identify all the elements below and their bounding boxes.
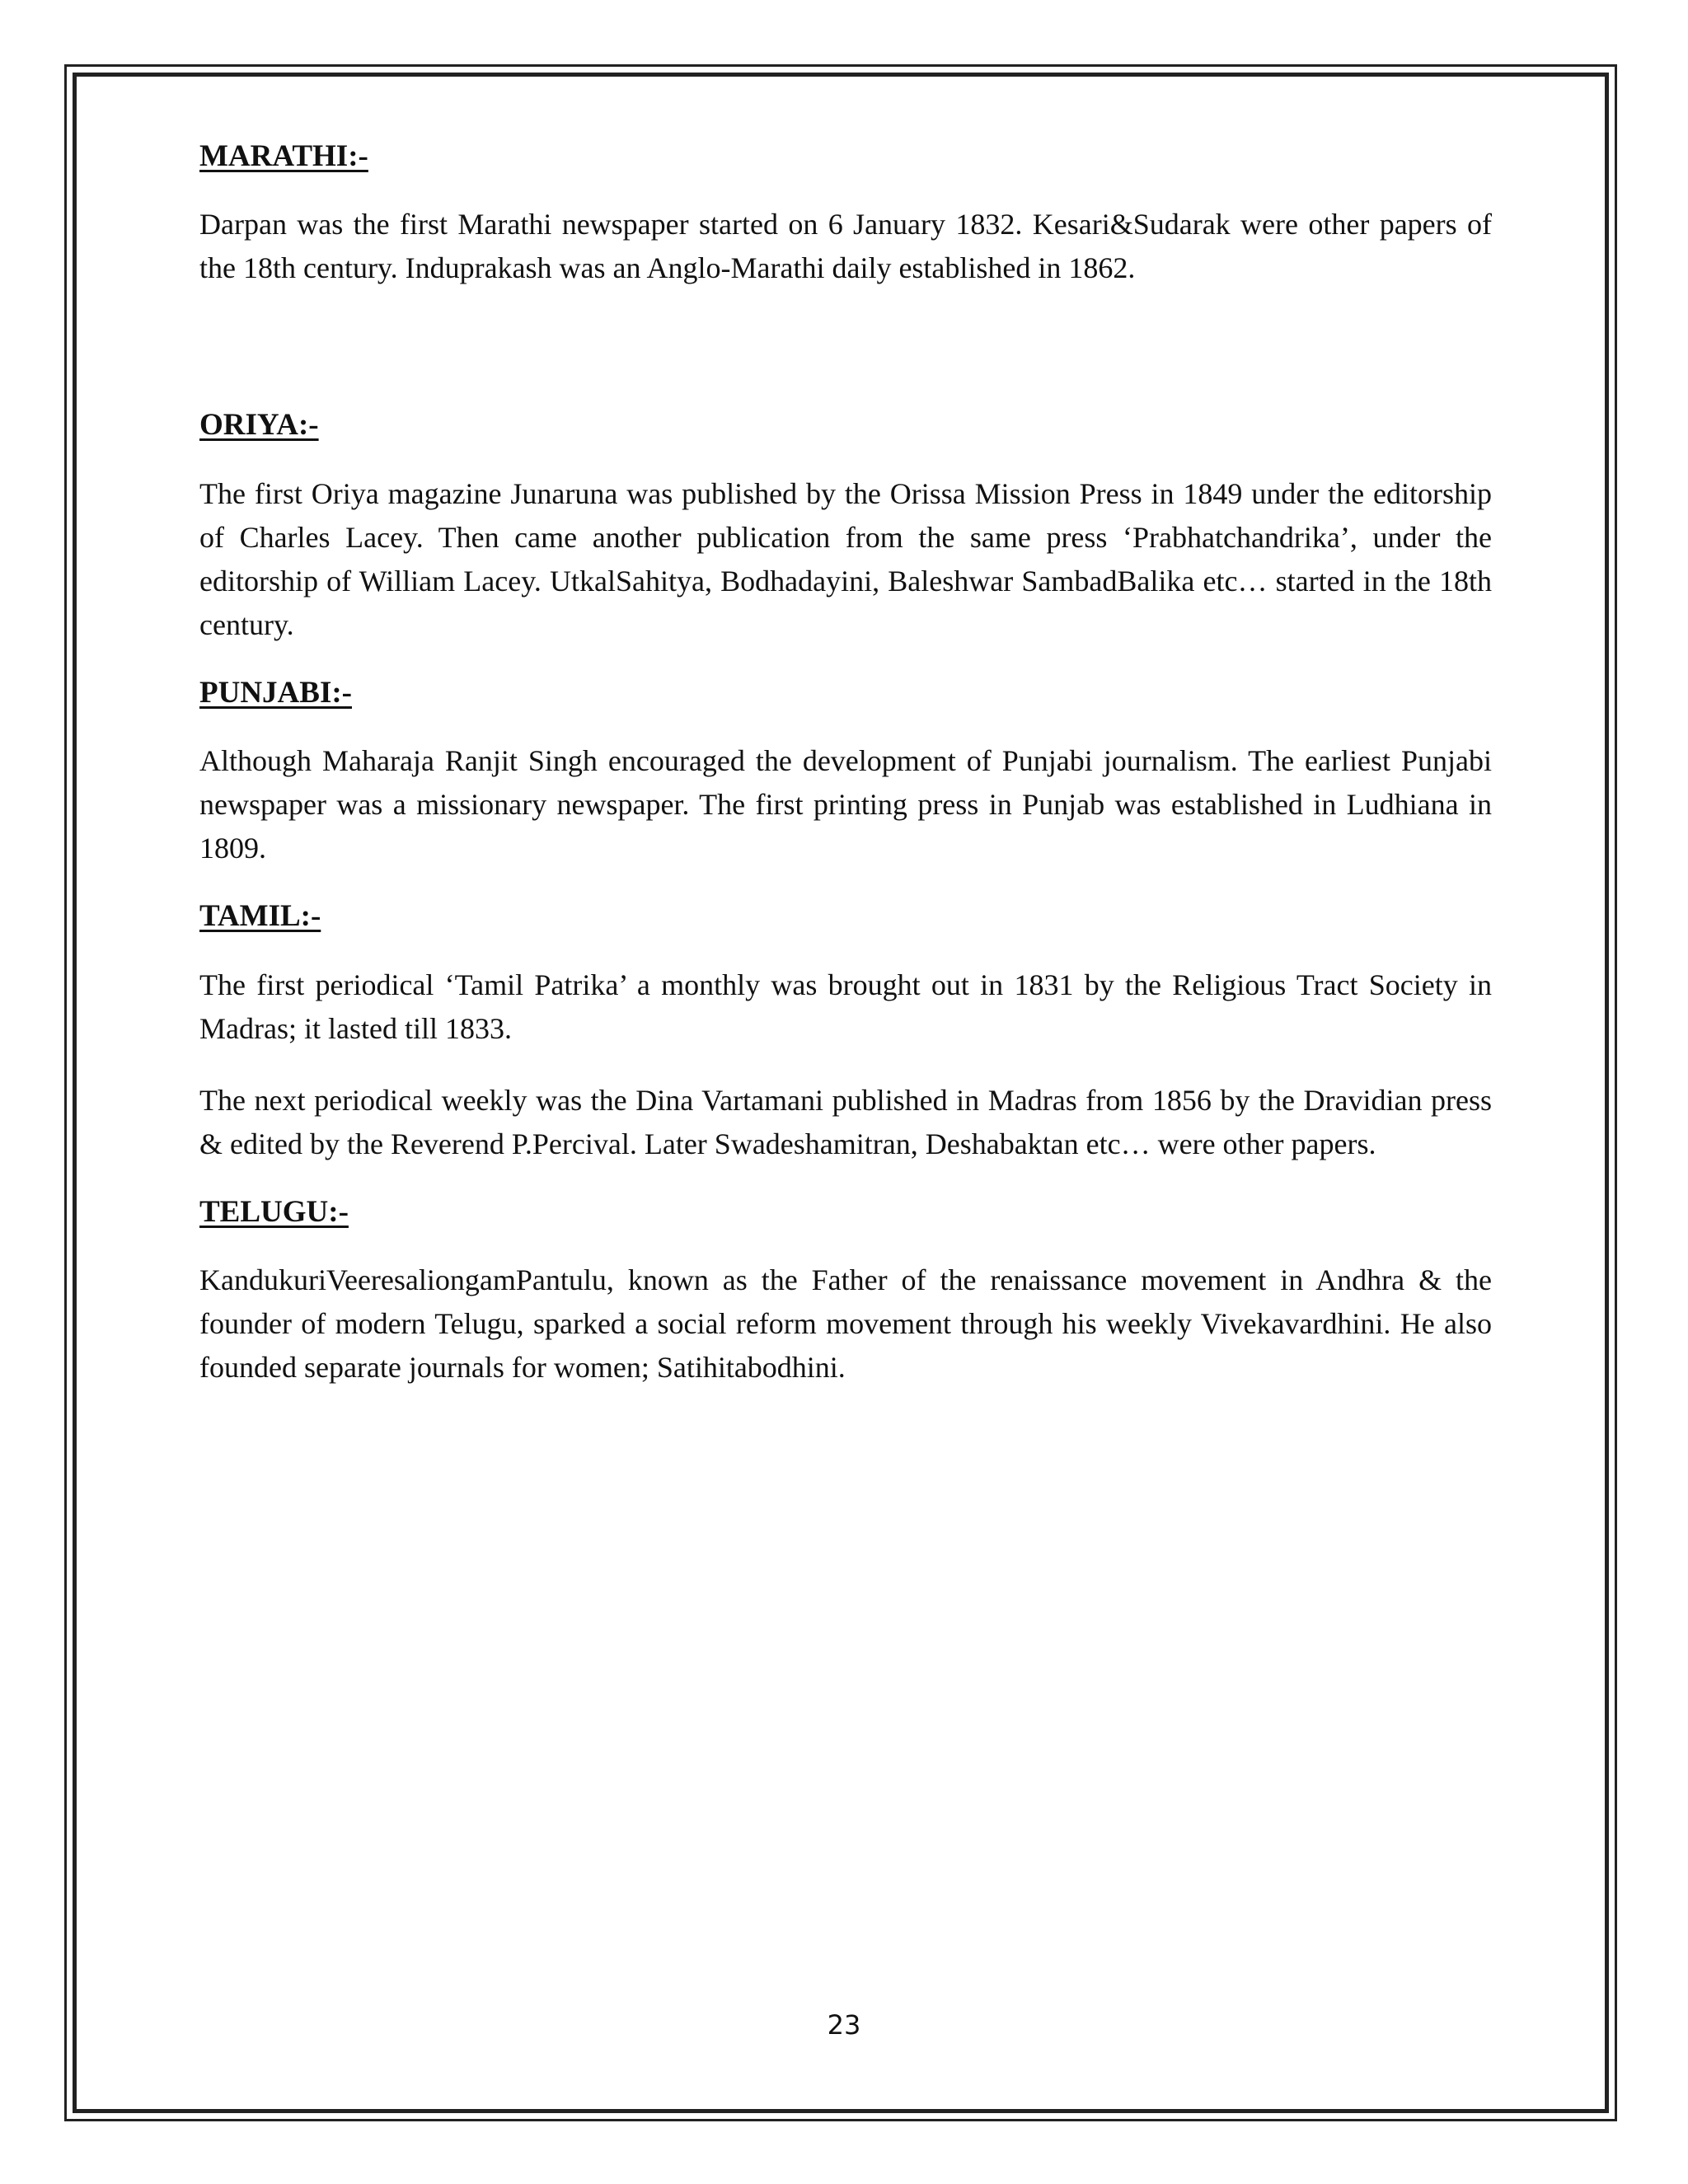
paragraph-marathi-1: Darpan was the first Marathi newspaper started on 6 January 1832. Kesari&Sudarak were other papers of the 18th century. Induprakash was an Anglo-Marathi daily established in 1862. <box>199 208 1492 285</box>
paragraph-punjabi-1: Although Maharaja Ranjit Singh encouraged the development of Punjabi journalism. The earliest Punjabi newspaper was a missionary newspaper. The first printing press in Punjab was established in Ludhiana in 1809. <box>199 744 1492 865</box>
paragraph-telugu-1: KandukuriVeeresaliongamPantulu, known as the Father of the renaissance movement in Andhra & the founder of modern Telugu, sparked a social reform movement through his weekly Vivekavardhini. He also founded separate journals for women; Satihitabodhini. <box>199 1263 1492 1384</box>
page-content <box>199 138 1492 1418</box>
section-tamil <box>199 898 1492 1165</box>
section-oriya <box>199 407 1492 646</box>
section-heading-oriya: ORIYA:- <box>199 408 319 443</box>
section-heading-marathi: MARATHI:- <box>199 139 368 173</box>
section-heading-punjabi: PUNJABI:- <box>199 675 352 710</box>
paragraph-tamil-2: The next periodical weekly was the Dina Vartamani published in Madras from 1856 by the Dravidian press & edited by the Reverend P.Percival. Later Swadeshamitran, Deshabaktan etc… were other papers. <box>199 1083 1492 1160</box>
section-heading-tamil: TAMIL:- <box>199 899 321 934</box>
section-telugu <box>199 1194 1492 1390</box>
section-punjabi <box>199 675 1492 870</box>
page-number: 23 <box>827 2009 861 2041</box>
paragraph-tamil-1: The first periodical ‘Tamil Patrika’ a monthly was brought out in 1831 by the Religious Tract Society in Madras; it lasted till 1833. <box>199 968 1492 1045</box>
section-heading-telugu: TELUGU:- <box>199 1194 349 1229</box>
section-spacer <box>199 318 1492 407</box>
paragraph-oriya-1: The first Oriya magazine Junaruna was published by the Orissa Mission Press in 1849 under the editorship of Charles Lacey. Then came another publication from the same press ‘Prabhatchandrika’, under the editorship of William Lacey. UtkalSahitya, Bodhadayini, Baleshwar SambadBalika etc… started in the 18th century. <box>199 476 1492 641</box>
section-marathi <box>199 138 1492 290</box>
